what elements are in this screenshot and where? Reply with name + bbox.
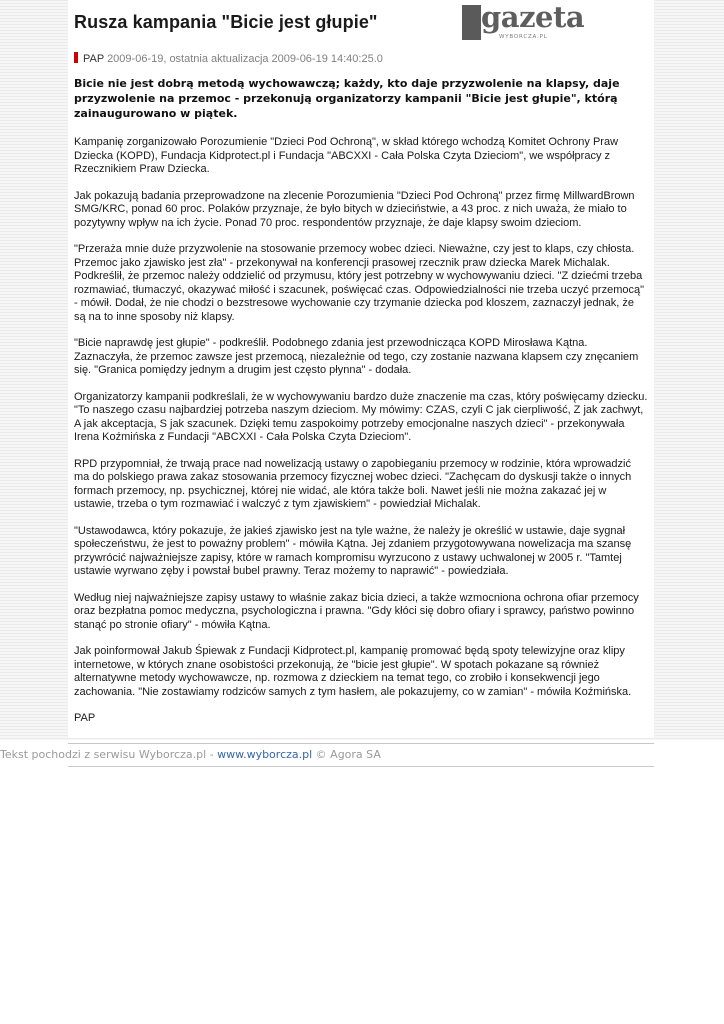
footer-divider-bottom xyxy=(68,766,654,767)
paragraph: Organizatorzy kampanii podkreślali, że w wychowywaniu bardzo duże znaczenie ma czas, który poświęcamy dziecku. "To naszego czasu najbardziej potrzeba naszym dzieciom. My mówimy: CZAS, czyli C jak cierpliwość, Z jak zachwyt, A jak akceptacja, S jak szacunek. Dzięki temu zaspokoimy potrzeby emocjonalne naszych dzieci" - przekonywała Irena Koźmińska z Fundacji "ABCXXI - Cała Polska Czyta Dzieciom". xyxy=(74,390,648,443)
logo-subtitle: WYBORCZA.PL xyxy=(499,34,548,40)
paragraph: Jak poinformował Jakub Śpiewak z Fundacji Kidprotect.pl, kampanię promować będą spoty telewizyjne oraz klipy internetowe, w których znane osobistości przekonują, że "bicie jest głupie". W spotach pokazane są również alternatywne metody wychowawcze, np. rozmowa z dzieckiem na temat tego, co zrobiło i konsekwencji jego zachowania. "Nie zostawiamy rodziców samych z tym hasłem, ale pokazujemy, co w zamian" - mówiła Koźmińska. xyxy=(74,645,632,698)
article-lead: Bicie nie jest dobrą metodą wychowawczą; każdy, kto daje przyzwolenie na klapsy, daje przyzwolenie na przemoc - przekonują organizatorzy kampanii "Bicie jest głupie", którą zainaugurowano w piątek. xyxy=(74,77,620,120)
article-date: 2009-06-19, ostatnia aktualizacja 2009-06-19 14:40:25.0 xyxy=(107,53,383,65)
paragraph: "Bicie naprawdę jest głupie" - podkreślił. Podobnego zdania jest przewodnicząca KOPD Mirosława Kątna. Zaznaczyła, że przemoc zawsze jest przemocą, niezależnie od tego, czy zostanie nazwana klapsem czy znęcaniem się. "Granica pomiędzy jednym a drugim jest często płynna" - dodała. xyxy=(74,337,639,376)
footer-link[interactable]: www.wyborcza.pl xyxy=(217,748,313,761)
gazeta-logo[interactable] xyxy=(462,0,585,43)
paragraph: Według niej najważniejsze zapisy ustawy to właśnie zakaz bicia dzieci, a także wzmocniona ochrona ofiar przemocy oraz bezpłatna pomoc medyczna, psychologiczna i prawna. "Gdy kłóci się dobro ofiary i sprawcy, państwo powinno stanąć po stronie ofiary" - mówiła Kątna. xyxy=(74,591,639,631)
article-card xyxy=(68,0,654,738)
paragraph: RPD przypomniał, że trwają prace nad nowelizacją ustawy o zapobieganiu przemocy w rodzinie, która wprowadzić ma do polskiego prawa zakaz stosowania przemocy fizycznej wobec dzieci. "Zachęcam do dyskusji także o innych formach przemocy, np. psychicznej, której nie widać, ale która także boli. Nawet jeśli nie można zakazać jej w ustawie, trzeba o tym rozmawiać i walczyć z tym zjawiskiem" - powiedział Michalak. xyxy=(74,457,632,510)
source-marker-icon xyxy=(74,52,78,63)
article-source: PAP xyxy=(83,53,104,65)
article-title: Rusza kampania "Bicie jest głupie" xyxy=(74,12,378,32)
article-meta xyxy=(74,52,383,65)
footer-suffix: © Agora SA xyxy=(312,748,381,761)
article-body xyxy=(74,76,648,739)
paragraph: Jak pokazują badania przeprowadzone na zlecenie Porozumienia "Dzieci Pod Ochroną" przez firmę MillwardBrown SMG/KRC, ponad 60 proc. Polaków przyznaje, że było bitych w dzieciństwie, a 43 proc. z nich uważa, że miało to pozytywny wpływ na ich życie. Ponad 70 proc. respondentów przyznaje, że daje klapsy swoim dzieciom. xyxy=(74,189,635,229)
paragraph: "Ustawodawca, który pokazuje, że jakieś zjawisko jest na tyle ważne, że należy je określić w ustawie, daje sygnał społeczeństwu, że jest to poważny problem" - mówiła Kątna. Jej zdaniem przygotowywana nowelizacja ma szansę przywrócić najważniejsze zapisy, które w ramach kompromisu wyrzucono z ustawy uchwalonej w 2005 r. "Tamtej ustawie wyrwano zęby i powstał bubel prawny. Teraz możemy to naprawić" - powiedziała. xyxy=(74,524,632,577)
footer-divider-top xyxy=(68,743,654,744)
logo-word: gazeta xyxy=(481,0,585,34)
footer xyxy=(0,748,381,761)
logo-box-icon xyxy=(462,5,481,40)
paragraph: "Przeraża mnie duże przyzwolenie na stosowanie przemocy wobec dzieci. Nieważne, czy jest to klaps, czy chłosta. Przemoc jako zjawisko jest zła" - przekonywał na konferencji prasowej rzecznik praw dziecka Marek Michalak. Podkreślił, że przemoc należy oddzielić od przymusu, który jest potrzebny w wychowywaniu dzieci. "Z dziećmi trzeba rozmawiać, tłumaczyć, okazywać miłość i szacunek, poświęcać czas. Odpowiedzialności nie trzeba uczyć przemocą" - mówił. Dodał, że nie chodzi o bezstresowe wychowanie czy trzymanie dziecka pod kloszem, zaznaczył jednak, że są na to inne sposoby niż klapsy. xyxy=(74,243,645,323)
paragraph: Kampanię zorganizowało Porozumienie "Dzieci Pod Ochroną", w skład którego wchodzą Komitet Ochrony Praw Dziecka (KOPD), Fundacja Kidprotect.pl i Fundacja "ABCXXI - Cała Polska Czyta Dzieciom", we współpracy z Rzecznikiem Praw Dziecka. xyxy=(74,136,619,175)
footer-prefix: Tekst pochodzi z serwisu Wyborcza.pl - xyxy=(0,748,218,761)
article-signature: PAP xyxy=(74,712,96,724)
